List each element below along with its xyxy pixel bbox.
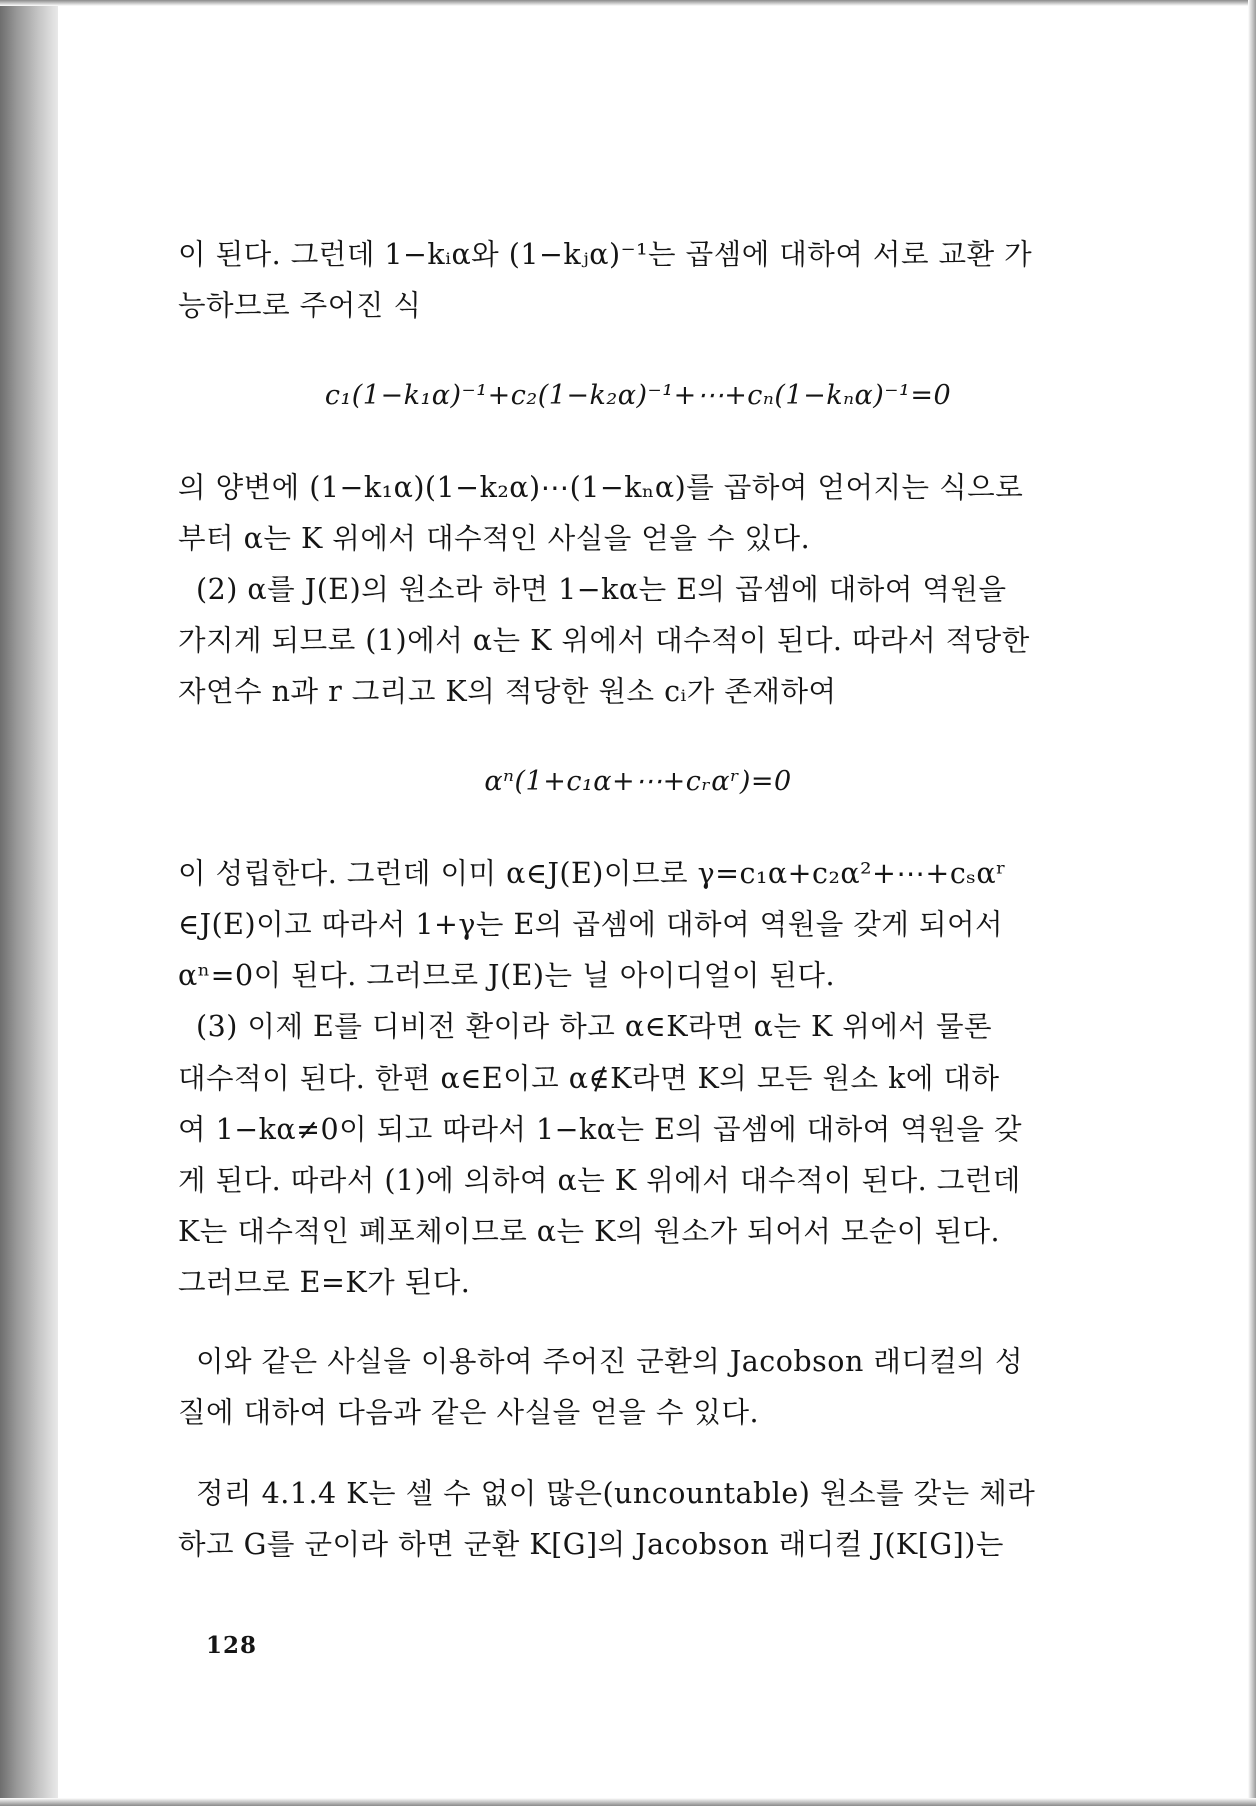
page-bottom-edge (0, 1798, 1256, 1806)
text-line: 이와 같은 사실을 이용하여 주어진 군환의 Jacobson 래디컬의 성 (196, 1344, 1024, 1378)
text-line: 하고 G를 군이라 하면 군환 K[G]의 Jacobson 래디컬 J(K[G])는 (178, 1527, 1004, 1561)
text-line: 의 양변에 (1−k₁α)(1−k₂α)⋯(1−kₙα)를 곱하여 얻어지는 식으로 (178, 471, 1024, 505)
page-body (178, 236, 1098, 1563)
text-line: 부터 α는 K 위에서 대수적인 사실을 얻을 수 있다. (178, 522, 811, 556)
text-line: 이 성립한다. 그런데 이미 α∈J(E)이므로 γ=c₁α+c₂α²+⋯+cₛαʳ (178, 857, 1007, 891)
text-line: ∈J(E)이고 따라서 1+γ는 E의 곱셈에 대하여 역원을 갖게 되어서 (178, 908, 1004, 942)
text-line: 이 된다. 그런데 1−kᵢα와 (1−kⱼα)⁻¹는 곱셈에 대하여 서로 교환 가 (178, 238, 1033, 271)
text-line: (3) 이제 E를 디비전 환이라 하고 α∈K라면 α는 K 위에서 물론 (196, 1010, 993, 1044)
paragraph-gap (178, 1431, 1098, 1475)
page-number: 128 (206, 1632, 258, 1659)
text-line: 여 1−kα≠0이 되고 따라서 1−kα는 E의 곱셈에 대하여 역원을 갖 (178, 1112, 1022, 1146)
text-line: K는 대수적인 폐포체이므로 α는 K의 원소가 되어서 모순이 된다. (178, 1214, 1001, 1248)
theorem-heading-line: 정리 4.1.4 K는 셀 수 없이 많은(uncountable) 원소를 갖는 체라 (196, 1476, 1036, 1510)
page-left-edge-shadow (0, 0, 58, 1806)
equation-1: c₁(1−k₁α)⁻¹+c₂(1−k₂α)⁻¹+⋯+cₙ(1−kₙα)⁻¹=0 (324, 380, 952, 412)
page-right-edge (1248, 0, 1256, 1806)
text-line: 능하므로 주어진 식 (178, 289, 422, 323)
text-line: αⁿ=0이 된다. 그러므로 J(E)는 닐 아이디얼이 된다. (178, 959, 836, 993)
text-line: 게 된다. 따라서 (1)에 의하여 α는 K 위에서 대수적이 된다. 그런데 (178, 1163, 1021, 1197)
text-line: 질에 대하여 다음과 같은 사실을 얻을 수 있다. (178, 1395, 760, 1429)
equation-2: αⁿ(1+c₁α+⋯+cᵣαʳ)=0 (484, 766, 792, 798)
text-line: 대수적이 된다. 한편 α∈E이고 α∉K라면 K의 모든 원소 k에 대하 (178, 1061, 1000, 1095)
text-line: 가지게 되므로 (1)에서 α는 K 위에서 대수적이 된다. 따라서 적당한 (178, 624, 1030, 658)
paragraph-gap (178, 1301, 1098, 1343)
text-line: 그러므로 E=K가 된다. (178, 1265, 471, 1299)
text-line: 자연수 n과 r 그리고 K의 적당한 원소 cᵢ가 존재하여 (178, 675, 837, 709)
text-line: (2) α를 J(E)의 원소라 하면 1−kα는 E의 곱셈에 대하여 역원을 (196, 573, 1007, 607)
